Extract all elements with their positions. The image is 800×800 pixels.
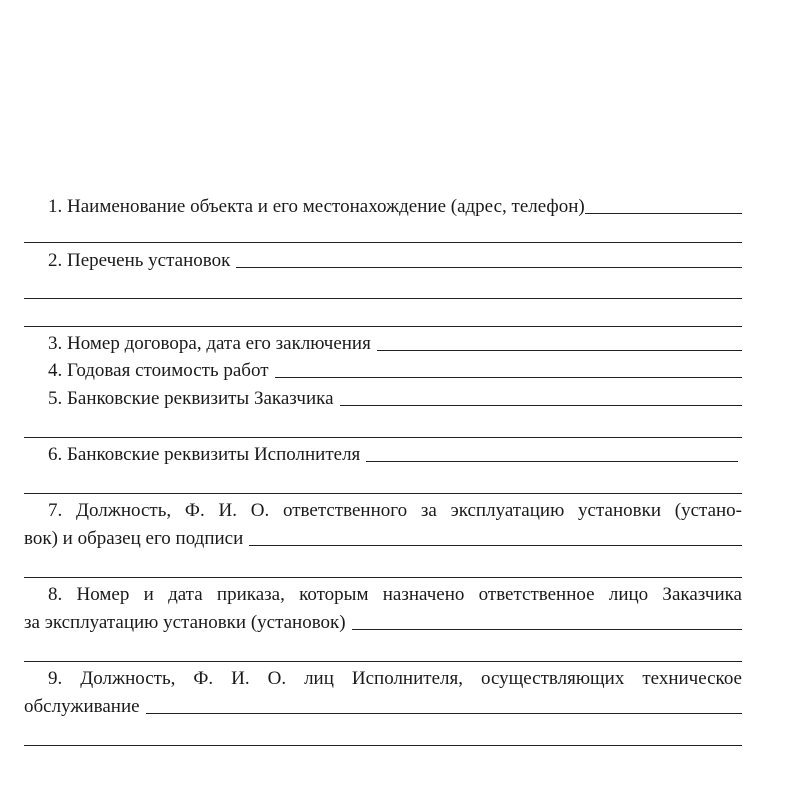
item-1-blank-line[interactable] [24,242,742,243]
item-6-label: 6. Банковские реквизиты Исполнителя [48,444,361,465]
item-2-fill-line[interactable] [236,267,742,268]
item-6-blank-line[interactable] [24,493,742,494]
item-6-row [24,444,742,466]
item-7-line-1 [24,500,742,522]
item-8-label-1: 8. Номер и дата приказа, которым назначено ответственное лицо Заказчика [48,584,742,605]
item-8-label-2: за эксплуатацию установки (установок) [24,612,346,633]
item-2-blank-line-2[interactable] [24,326,742,327]
item-5-fill-line[interactable] [340,405,742,406]
item-7-row-2 [24,528,742,550]
item-6-fill-line[interactable] [366,461,738,462]
item-8-line-1 [24,584,742,606]
item-2-row [24,250,742,272]
item-9-label-1: 9. Должность, Ф. И. О. лиц Исполнителя, осуществляющих техническое [48,668,742,689]
item-8-row-2 [24,612,742,634]
item-7-label-2: вок) и образец его подписи [24,528,244,549]
item-8-fill-line[interactable] [352,629,742,630]
item-7-fill-line[interactable] [249,545,742,546]
item-9-line-1 [24,668,742,690]
item-9-fill-line[interactable] [146,713,742,714]
item-5-blank-line[interactable] [24,437,742,438]
item-8-blank-line[interactable] [24,661,742,662]
item-1-row [24,196,742,218]
item-5-label: 5. Банковские реквизиты Заказчика [48,388,334,409]
item-1-fill-line[interactable] [585,213,742,214]
item-9-label-2: обслуживание [24,696,140,717]
item-4-fill-line[interactable] [275,377,742,378]
item-1-label: 1. Наименование объекта и его местонахождение (адрес, телефон) [48,196,585,217]
item-9-blank-line[interactable] [24,745,742,746]
item-9-row-2 [24,696,742,718]
form-document [24,0,742,800]
item-5-row [24,388,742,410]
item-2-label: 2. Перечень установок [48,250,231,271]
item-7-label-1: 7. Должность, Ф. И. О. ответственного за эксплуатацию установки (устано- [48,500,742,521]
item-3-label: 3. Номер договора, дата его заключения [48,333,371,354]
item-4-label: 4. Годовая стоимость работ [48,360,269,381]
item-3-fill-line[interactable] [377,350,742,351]
item-3-row [24,333,742,355]
item-4-row [24,360,742,382]
item-7-blank-line[interactable] [24,577,742,578]
item-2-blank-line-1[interactable] [24,298,742,299]
